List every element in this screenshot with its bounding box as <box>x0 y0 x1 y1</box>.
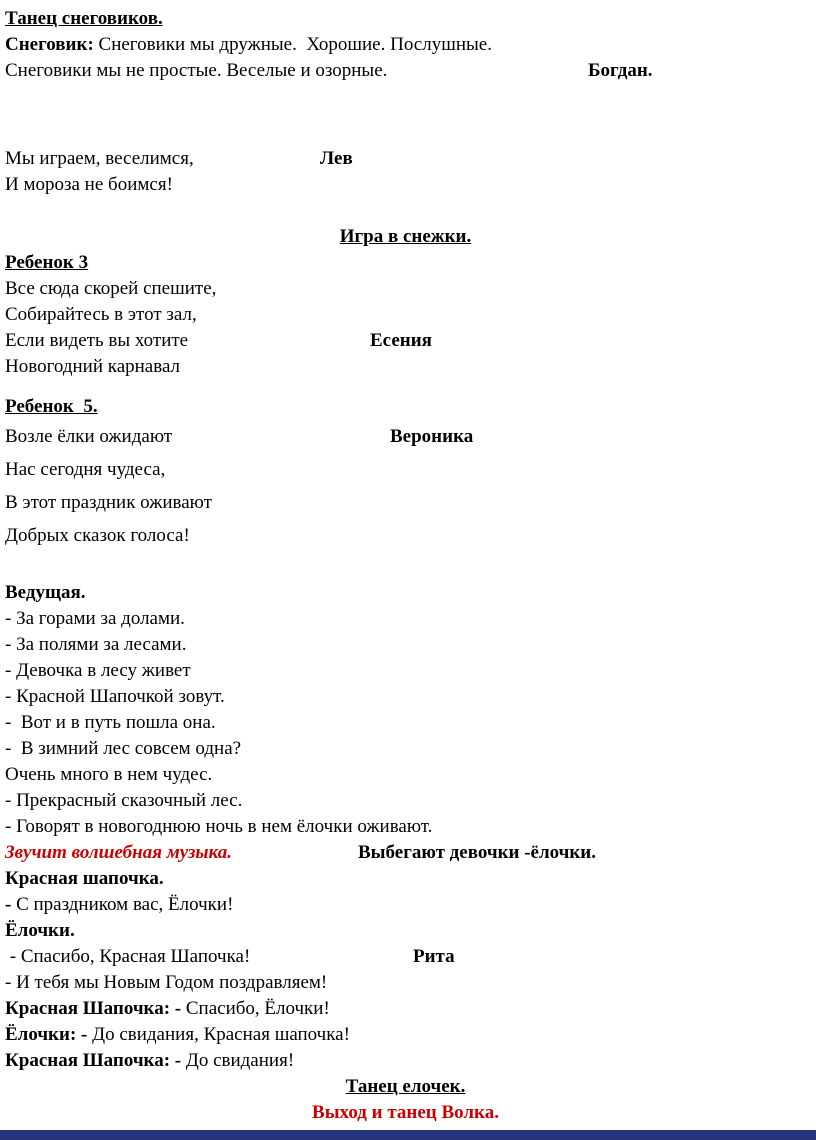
text-run: Звучит волшебная музыка. <box>5 842 232 863</box>
doc-line <box>5 172 806 198</box>
doc-line <box>5 684 806 710</box>
doc-line <box>5 224 806 250</box>
doc-line <box>5 996 806 1022</box>
text-run: - Вот и в путь пошла она. <box>5 712 216 733</box>
doc-line <box>5 944 806 970</box>
text-run: Богдан. <box>588 60 653 81</box>
text-run: Есения <box>370 330 432 351</box>
text-run: Добрых сказок голоса! <box>5 525 190 546</box>
doc-line <box>5 1074 806 1100</box>
text-run: Игра в снежки. <box>339 226 472 247</box>
text-run: Ребенок 5. <box>5 396 98 417</box>
text-run: Снеговики мы не простые. Веселые и озорные. <box>5 60 388 81</box>
doc-line <box>5 866 806 892</box>
text-run: Мы играем, веселимся, <box>5 148 194 169</box>
text-run: Спасибо, Ёлочки! <box>185 998 330 1019</box>
doc-line <box>5 6 806 32</box>
doc-line <box>5 1048 806 1074</box>
text-run: Собирайтесь в этот зал, <box>5 304 197 325</box>
doc-line <box>5 354 806 380</box>
text-run: В этот праздник оживают <box>5 492 212 513</box>
text-run: Новогодний карнавал <box>5 356 181 377</box>
doc-line <box>5 580 806 606</box>
doc-line <box>5 302 806 328</box>
text-run: Возле ёлки ожидают <box>5 426 173 447</box>
text-run: - В зимний лес совсем одна? <box>5 738 242 759</box>
text-run: До свидания! <box>185 1050 295 1071</box>
doc-line <box>5 658 806 684</box>
doc-line <box>5 146 806 172</box>
doc-line <box>5 970 806 996</box>
doc-line <box>5 762 806 788</box>
text-run: Все сюда скорей спешите, <box>5 278 217 299</box>
text-run: Если видеть вы хотите <box>5 330 189 351</box>
spacer <box>5 380 806 394</box>
text-run: Ребенок 3 <box>5 252 89 273</box>
text-run: Очень много в нем чудес. <box>5 764 213 785</box>
doc-line <box>5 328 806 354</box>
doc-line <box>5 892 806 918</box>
text-run: - Красной Шапочкой зовут. <box>5 686 225 707</box>
text-run: Нас сегодня чудеса, <box>5 459 166 480</box>
text-run: - Прекрасный сказочный лес. <box>5 790 243 811</box>
text-run: Красная шапочка. <box>5 868 164 889</box>
text-run: С праздником вас, Ёлочки! <box>16 894 234 915</box>
text-run: Ведущая. <box>5 582 86 603</box>
doc-line <box>5 276 806 302</box>
spacer <box>5 84 806 146</box>
text-run: - И тебя мы Новым Годом поздравляем! <box>5 972 328 993</box>
bottom-page-edge-bar <box>0 1130 816 1140</box>
text-run: Рита <box>413 946 455 967</box>
spacer <box>5 552 806 580</box>
doc-line <box>5 606 806 632</box>
text-run: Лев <box>320 148 353 169</box>
doc-line <box>5 32 806 58</box>
text-run: - <box>5 894 17 915</box>
text-run: Ёлочки: - <box>5 1024 93 1045</box>
text-run: - Говорят в новогоднюю ночь в нем ёлочки оживают. <box>5 816 433 837</box>
doc-line <box>5 420 806 453</box>
doc-line <box>5 632 806 658</box>
doc-line <box>5 486 806 519</box>
doc-line <box>5 788 806 814</box>
doc-line <box>5 250 806 276</box>
text-run: Танец елочек. <box>345 1076 466 1097</box>
text-run: Красная Шапочка: - <box>5 998 186 1019</box>
doc-line <box>5 1022 806 1048</box>
doc-line <box>5 394 806 420</box>
text-run: Танец снеговиков. <box>5 8 163 29</box>
text-run: До свидания, Красная шапочка! <box>92 1024 350 1045</box>
text-run: Выход и танец Волка. <box>312 1102 499 1123</box>
doc-line <box>5 519 806 552</box>
text-run: Снеговики мы дружные. Хорошие. Послушные. <box>98 34 492 55</box>
text-run: - За полями за лесами. <box>5 634 187 655</box>
text-run: - Девочка в лесу живет <box>5 660 191 681</box>
doc-line <box>5 710 806 736</box>
text-run: Выбегают девочки -ёлочки. <box>358 842 597 863</box>
text-run: - За горами за долами. <box>5 608 185 629</box>
text-run: Ёлочки. <box>5 920 75 941</box>
spacer <box>5 198 806 224</box>
text-run: И мороза не боимся! <box>5 174 173 195</box>
doc-line <box>5 58 806 84</box>
doc-line <box>5 840 806 866</box>
doc-line <box>5 918 806 944</box>
text-run: Снеговик: <box>5 34 99 55</box>
doc-line <box>5 453 806 486</box>
doc-line <box>5 736 806 762</box>
doc-line <box>5 1100 806 1126</box>
text-run: Красная Шапочка: - <box>5 1050 186 1071</box>
text-run: - Спасибо, Красная Шапочка! <box>5 946 251 967</box>
doc-line <box>5 814 806 840</box>
text-run: Вероника <box>390 426 474 447</box>
